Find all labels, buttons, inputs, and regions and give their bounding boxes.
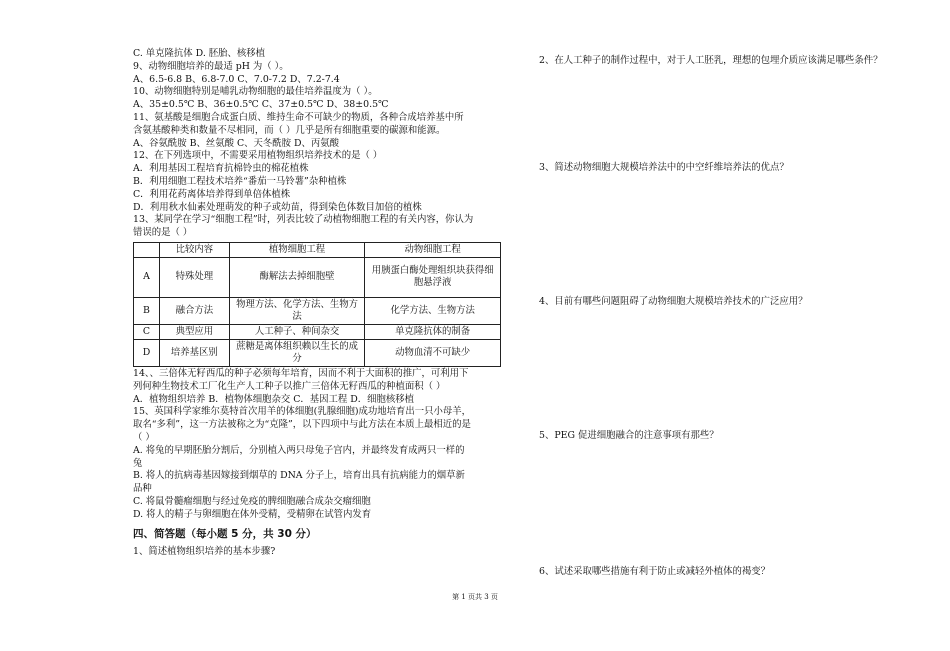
text-line: 列何种生物技术工厂化生产人工种子以推广三倍体无籽西瓜的种植面积（ ） (133, 380, 446, 392)
text-line: 含氨基酸种类和数量不尽相同，而（ ）几乎是所有细胞重要的碳源和能源。 (133, 124, 446, 136)
text-line: A．植物组织培养 B．植物体细胞杂交 C．基因工程 D．细胞核移植 (133, 393, 415, 405)
table-cell: 物理方法、化学方法、生物方法 (229, 297, 365, 324)
table-cell: 用胰蛋白酶处理组织块获得细胞悬浮液 (365, 257, 501, 297)
table-header-cell: 动物细胞工程 (365, 242, 501, 257)
table-cell: 动物血清不可缺少 (365, 339, 501, 366)
text-line: D. 将人的精子与卵细胞在体外受精，受精卵在试管内发育 (133, 508, 372, 520)
table-row (134, 297, 501, 324)
text-line: A. 将兔的早期胚胎分割后，分别植入两只母兔子宫内，并最终发育成两只一样的 (133, 444, 465, 456)
table-row (134, 257, 501, 297)
text-line: 取名“多利”，这一方法被称之为“克隆”，以下四项中与此方法在本质上最相近的是 (133, 419, 471, 431)
table-row (134, 324, 501, 339)
table-cell: 培养基区别 (159, 339, 229, 366)
text-line: 兔 (133, 457, 143, 469)
text-line: 10、动物细胞特别是哺乳动物细胞的最佳培养温度为（ ）。 (133, 86, 378, 98)
text-line: 9、动物细胞培养的最适 pH 为（ ）。 (133, 60, 289, 72)
left-column (133, 48, 511, 559)
question-1: 1、简述植物组织培养的基本步骤? (133, 546, 276, 558)
table-cell: 典型应用 (159, 324, 229, 339)
section-title: 四、简答题（每小题 5 分，共 30 分） (133, 527, 317, 540)
question-6: 6、试述采取哪些措施有利于防止或减轻外植体的褐变？ (539, 566, 770, 577)
comparison-table (133, 242, 501, 367)
table-cell: 蔗糖是离体组织赖以生长的成分 (229, 339, 365, 366)
table-cell: C (134, 324, 160, 339)
question-2: 2、在人工种子的制作过程中，对于人工胚乳，理想的包埋介质应该满足哪些条件？ (539, 55, 883, 66)
table-cell: 人工种子、种间杂交 (229, 324, 365, 339)
page-footer: 第 1 页共 3 页 (452, 593, 498, 601)
table-cell: 酶解法去掉细胞壁 (229, 257, 365, 297)
text-line: C. 将鼠骨髓瘤细胞与经过免疫的脾细胞融合成杂交瘤细胞 (133, 495, 371, 507)
text-line: D．利用秋水仙素处理萌发的种子或幼苗，得到染色体数目加倍的植株 (133, 201, 422, 213)
text-line: 14、、三倍体无籽西瓜的种子必须每年培育，因而不利于大面积的推广，可利用下 (133, 367, 469, 379)
table-header-row (134, 242, 501, 257)
text-line: B．利用细胞工程技术培养“番茄一马铃薯”杂种植株 (133, 175, 347, 187)
text-line: C. 单克隆抗体 D. 胚胎、核移植 (133, 48, 266, 59)
text-line: B. 将人的抗病毒基因嫁接到烟草的 DNA 分子上，培育出具有抗病能力的烟草新 (133, 470, 465, 482)
table-cell: 特殊处理 (159, 257, 229, 297)
text-line: （ ） (133, 431, 155, 443)
table-header-cell (134, 242, 160, 257)
question-5: 5、PEG 促进细胞融合的注意事项有那些？ (539, 430, 719, 441)
table-cell: 化学方法、生物方法 (365, 297, 501, 324)
table-cell: 单克隆抗体的制备 (365, 324, 501, 339)
text-line: 品种 (133, 483, 152, 495)
table-cell: B (134, 297, 160, 324)
text-line: A、6.5-6.8 B、6.8-7.0 C、7.0-7.2 D、7.2-7.4 (133, 73, 340, 85)
text-line: A．利用基因工程培育抗棉铃虫的棉花植株 (133, 163, 309, 175)
text-line: 12、在下列选项中，不需要采用植物组织培养技术的是（ ） (133, 150, 383, 162)
text-line: 13、某同学在学习“细胞工程”时，列表比较了动植物细胞工程的有关内容，你认为 (133, 214, 474, 226)
text-line: C．利用花药离体培养得到单倍体植株 (133, 188, 291, 200)
question-3: 3、简述动物细胞大规模培养法中的中空纤维培养法的优点？ (539, 162, 789, 173)
text-line: 错误的是（ ） (133, 227, 193, 239)
table-cell: D (134, 339, 160, 366)
table-row (134, 339, 501, 366)
text-line: A、谷氨酰胺 B、丝氨酸 C、天冬酰胺 D、丙氨酸 (133, 137, 340, 149)
table-header-cell: 植物细胞工程 (229, 242, 365, 257)
table-cell: A (134, 257, 160, 297)
text-line: 15、英国科学家维尔莫特首次用羊的体细胞(乳腺细胞)成功地培育出一只小母羊， (133, 406, 471, 418)
table-cell: 融合方法 (159, 297, 229, 324)
question-4: 4、目前有哪些问题阻碍了动物细胞大规模培养技术的广泛应用？ (539, 296, 808, 307)
table-header-cell: 比较内容 (159, 242, 229, 257)
text-line: A、35±0.5℃ B、36±0.5℃ C、37±0.5℃ D、38±0.5℃ (133, 99, 389, 111)
text-line: 11、氨基酸是细胞合成蛋白质、维持生命不可缺少的物质，各种合成培养基中所 (133, 111, 464, 123)
